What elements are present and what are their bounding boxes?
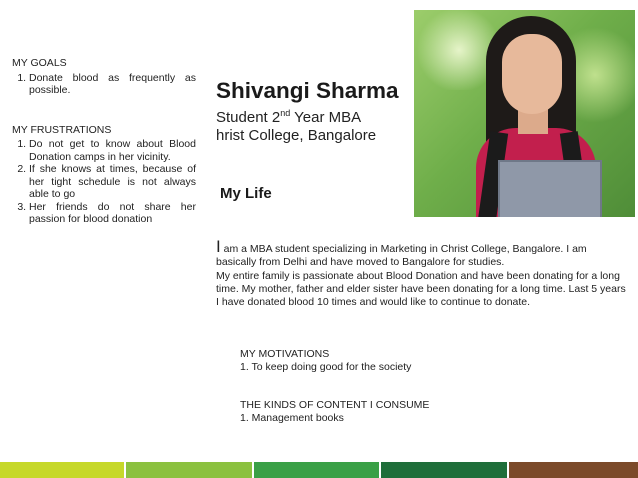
content-section xyxy=(240,399,429,425)
my-life-heading: My Life xyxy=(220,185,272,202)
persona-role: Student 2nd Year MBA xyxy=(216,108,362,126)
persona-college: hrist College, Bangalore xyxy=(216,127,377,144)
frustrations-section xyxy=(12,124,196,226)
footer-segment xyxy=(509,462,638,478)
goals-title: MY GOALS xyxy=(12,57,67,69)
content-title: THE KINDS OF CONTENT I CONSUME xyxy=(240,399,430,411)
list-item: 1. Donate blood as frequently as possible. xyxy=(29,72,196,97)
motivations-section xyxy=(240,348,411,374)
list-item: 2. If she knows at times, because of her tight schedule is not always able to go xyxy=(29,163,196,201)
list-item: 1. To keep doing good for the society xyxy=(240,361,412,373)
motivations-title: MY MOTIVATIONS xyxy=(240,348,330,360)
bio-para-2: My entire family is passionate about Blood Donation and have been donating for a long time. My mother, father and elder sister have been donating for a long time. Last 5 years I have donated blood 10 times and would like to continue to donate. xyxy=(216,269,626,309)
profile-photo xyxy=(414,10,635,217)
footer-segment xyxy=(0,462,124,478)
footer-segment xyxy=(126,462,252,478)
left-column xyxy=(12,57,196,226)
list-item: 1. Do not get to know about Blood Donation camps in her vicinity. xyxy=(29,138,196,163)
list-item: 1. Management books xyxy=(240,412,344,424)
frustrations-list xyxy=(12,138,196,226)
bio-text xyxy=(216,237,628,309)
bio-para-1: I am a MBA student specializing in Marketing in Christ College, Bangalore. I am basically from Delhi and have moved to Bangalore for studies. xyxy=(216,237,587,269)
persona-name: Shivangi Sharma xyxy=(216,78,399,103)
footer-segment xyxy=(381,462,507,478)
goals-list xyxy=(12,72,196,97)
footer-segment xyxy=(254,462,379,478)
frustrations-title: MY FRUSTRATIONS xyxy=(12,123,112,136)
book-icon xyxy=(498,160,602,217)
list-item: 3. Her friends do not share her passion for blood donation xyxy=(29,201,196,226)
